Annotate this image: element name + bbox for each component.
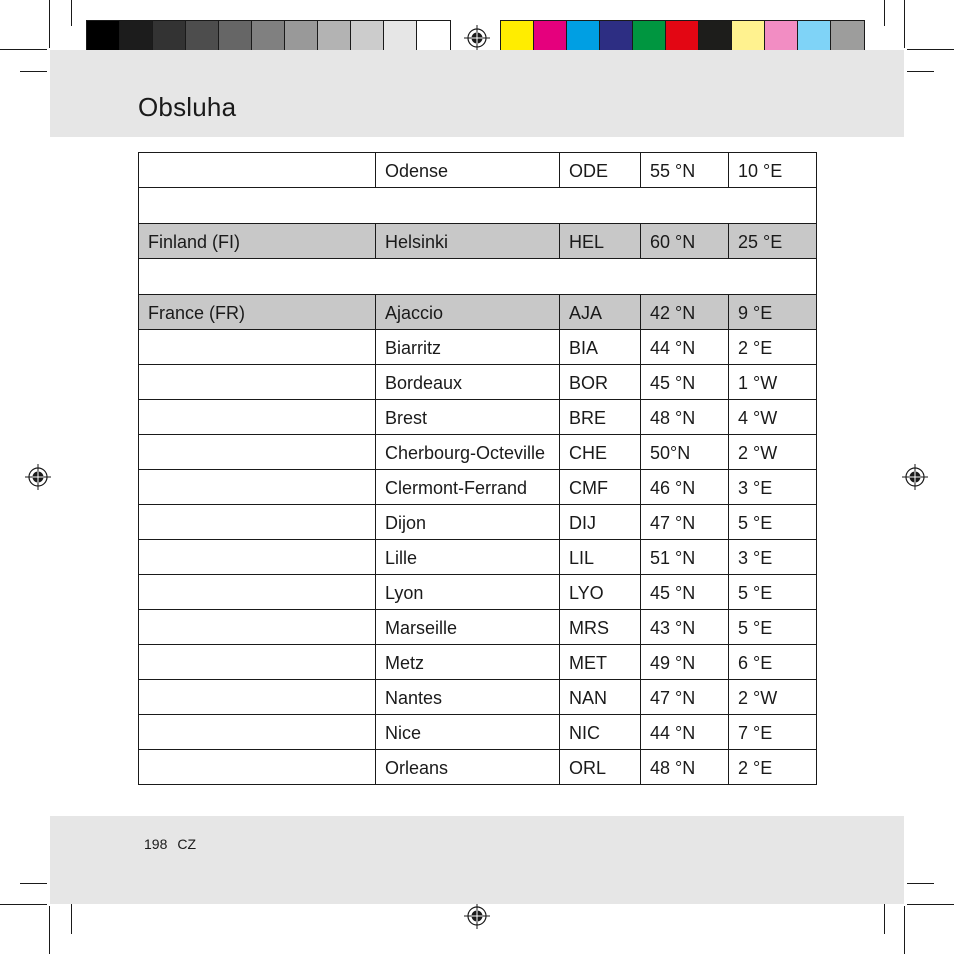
latitude-cell: 51 °N — [641, 540, 729, 575]
crop-mark — [907, 71, 934, 72]
city-cell: Dijon — [376, 505, 560, 540]
latitude-cell: 47 °N — [641, 505, 729, 540]
longitude-cell: 3 °E — [729, 540, 817, 575]
page-number: 198 — [144, 836, 168, 852]
color-swatch — [501, 21, 534, 53]
latitude-cell: 46 °N — [641, 470, 729, 505]
table-row — [139, 610, 817, 645]
airport-code-cell: BOR — [560, 365, 641, 400]
registration-mark-icon — [25, 464, 51, 490]
table-spacer-row — [139, 188, 817, 224]
city-cell: Nantes — [376, 680, 560, 715]
airport-code-cell: MET — [560, 645, 641, 680]
longitude-cell: 3 °E — [729, 470, 817, 505]
table-spacer-row — [139, 259, 817, 295]
crop-mark — [20, 883, 47, 884]
longitude-cell: 6 °E — [729, 645, 817, 680]
latitude-cell: 45 °N — [641, 575, 729, 610]
country-cell — [139, 610, 376, 645]
longitude-cell: 4 °W — [729, 400, 817, 435]
city-cell: Nice — [376, 715, 560, 750]
country-cell — [139, 540, 376, 575]
country-cell — [139, 330, 376, 365]
color-swatch — [87, 21, 120, 53]
latitude-cell: 48 °N — [641, 750, 729, 785]
latitude-cell: 44 °N — [641, 715, 729, 750]
country-cell: France (FR) — [139, 295, 376, 330]
color-swatch — [765, 21, 798, 53]
crop-mark — [907, 49, 954, 50]
spacer-cell — [139, 188, 817, 224]
page-title: Obsluha — [138, 92, 237, 122]
city-cell: Helsinki — [376, 224, 560, 259]
longitude-cell: 7 °E — [729, 715, 817, 750]
airport-code-cell: AJA — [560, 295, 641, 330]
latitude-cell: 49 °N — [641, 645, 729, 680]
airport-code-cell: LYO — [560, 575, 641, 610]
table-row — [139, 680, 817, 715]
table-row — [139, 750, 817, 785]
crop-mark — [49, 906, 50, 954]
color-swatch — [831, 21, 864, 53]
crop-mark — [0, 49, 47, 50]
airport-code-cell: DIJ — [560, 505, 641, 540]
table-row — [139, 435, 817, 470]
grayscale-color-bar — [86, 20, 451, 54]
country-cell — [139, 750, 376, 785]
longitude-cell: 2 °W — [729, 680, 817, 715]
process-color-bar — [500, 20, 865, 54]
registration-mark-icon — [464, 903, 490, 929]
longitude-cell: 5 °E — [729, 610, 817, 645]
longitude-cell: 25 °E — [729, 224, 817, 259]
crop-mark — [907, 883, 934, 884]
airport-code-cell: LIL — [560, 540, 641, 575]
color-swatch — [534, 21, 567, 53]
color-swatch — [567, 21, 600, 53]
color-swatch — [600, 21, 633, 53]
airport-code-cell: ORL — [560, 750, 641, 785]
table-row — [139, 224, 817, 259]
country-cell: Finland (FI) — [139, 224, 376, 259]
table-row — [139, 715, 817, 750]
color-swatch — [252, 21, 285, 53]
latitude-cell: 44 °N — [641, 330, 729, 365]
color-swatch — [351, 21, 384, 53]
latitude-cell: 47 °N — [641, 680, 729, 715]
color-swatch — [285, 21, 318, 53]
longitude-cell: 5 °E — [729, 505, 817, 540]
country-cell — [139, 645, 376, 680]
longitude-cell: 2 °W — [729, 435, 817, 470]
table-row — [139, 365, 817, 400]
airport-code-cell: MRS — [560, 610, 641, 645]
color-swatch — [666, 21, 699, 53]
city-cell: Lille — [376, 540, 560, 575]
city-cell: Bordeaux — [376, 365, 560, 400]
airport-code-cell: BIA — [560, 330, 641, 365]
longitude-cell: 2 °E — [729, 750, 817, 785]
country-cell — [139, 153, 376, 188]
country-cell — [139, 505, 376, 540]
latitude-cell: 45 °N — [641, 365, 729, 400]
country-cell — [139, 400, 376, 435]
table-row — [139, 540, 817, 575]
city-cell: Cherbourg-Octeville — [376, 435, 560, 470]
crop-mark — [0, 904, 47, 905]
latitude-cell: 60 °N — [641, 224, 729, 259]
color-swatch — [120, 21, 153, 53]
latitude-cell: 48 °N — [641, 400, 729, 435]
longitude-cell: 2 °E — [729, 330, 817, 365]
crop-mark — [49, 0, 50, 48]
latitude-cell: 43 °N — [641, 610, 729, 645]
longitude-cell: 9 °E — [729, 295, 817, 330]
registration-mark-icon — [464, 25, 490, 51]
footer-band — [50, 816, 904, 904]
country-cell — [139, 575, 376, 610]
longitude-cell: 5 °E — [729, 575, 817, 610]
table-row — [139, 505, 817, 540]
city-cell: Ajaccio — [376, 295, 560, 330]
city-cell: Marseille — [376, 610, 560, 645]
country-cell — [139, 435, 376, 470]
table-row — [139, 470, 817, 505]
crop-mark — [907, 904, 954, 905]
table-row — [139, 153, 817, 188]
table-row — [139, 400, 817, 435]
city-cell: Brest — [376, 400, 560, 435]
table-row — [139, 295, 817, 330]
city-cell: Clermont-Ferrand — [376, 470, 560, 505]
airport-table-body — [139, 153, 817, 785]
spacer-cell — [139, 259, 817, 295]
airport-code-cell: CHE — [560, 435, 641, 470]
color-swatch — [417, 21, 450, 53]
table-row — [139, 575, 817, 610]
color-swatch — [798, 21, 831, 53]
color-swatch — [699, 21, 732, 53]
crop-mark — [904, 906, 905, 954]
airport-code-cell: NIC — [560, 715, 641, 750]
crop-mark — [71, 0, 72, 26]
city-cell: Lyon — [376, 575, 560, 610]
city-cell: Odense — [376, 153, 560, 188]
city-cell: Biarritz — [376, 330, 560, 365]
city-cell: Orleans — [376, 750, 560, 785]
color-swatch — [219, 21, 252, 53]
longitude-cell: 10 °E — [729, 153, 817, 188]
city-cell: Metz — [376, 645, 560, 680]
latitude-cell: 50°N — [641, 435, 729, 470]
country-cell — [139, 470, 376, 505]
airport-code-cell: ODE — [560, 153, 641, 188]
country-cell — [139, 365, 376, 400]
table-row — [139, 645, 817, 680]
table-row — [139, 330, 817, 365]
airport-code-cell: NAN — [560, 680, 641, 715]
color-swatch — [318, 21, 351, 53]
country-cell — [139, 715, 376, 750]
color-swatch — [153, 21, 186, 53]
crop-mark — [884, 0, 885, 26]
crop-mark — [904, 0, 905, 48]
crop-mark — [20, 71, 47, 72]
airport-code-cell: BRE — [560, 400, 641, 435]
airport-code-cell: CMF — [560, 470, 641, 505]
color-swatch — [633, 21, 666, 53]
color-swatch — [384, 21, 417, 53]
color-swatch — [186, 21, 219, 53]
latitude-cell: 42 °N — [641, 295, 729, 330]
registration-mark-icon — [902, 464, 928, 490]
color-swatch — [732, 21, 765, 53]
longitude-cell: 1 °W — [729, 365, 817, 400]
country-cell — [139, 680, 376, 715]
airport-table — [138, 152, 817, 785]
footer — [144, 836, 196, 852]
latitude-cell: 55 °N — [641, 153, 729, 188]
airport-code-cell: HEL — [560, 224, 641, 259]
language-code: CZ — [177, 836, 197, 852]
